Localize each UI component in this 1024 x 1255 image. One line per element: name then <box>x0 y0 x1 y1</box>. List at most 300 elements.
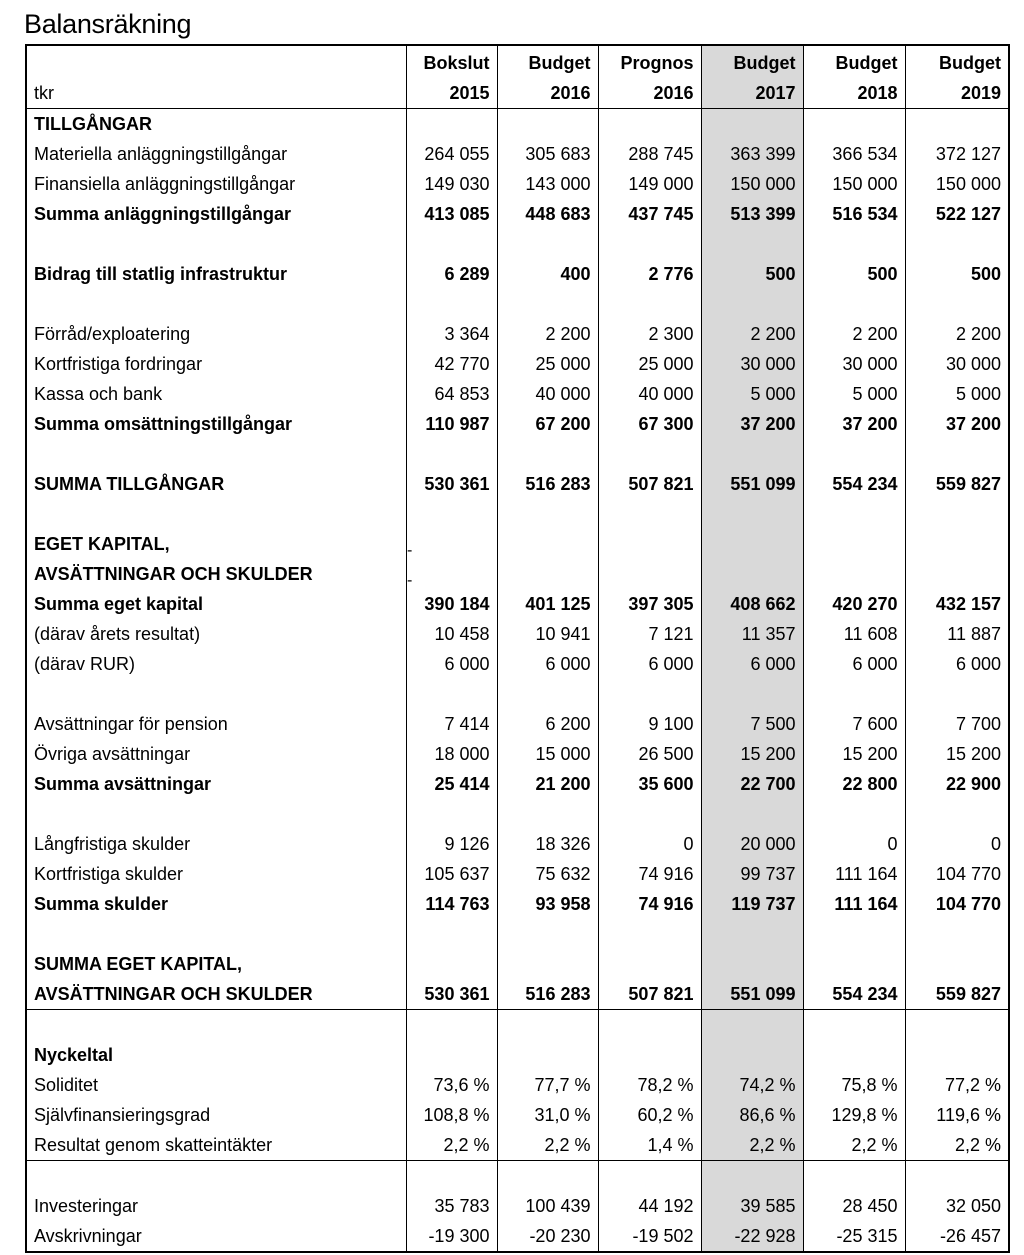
table-cell <box>701 499 803 529</box>
row-label: (därav RUR) <box>34 653 136 674</box>
table-cell <box>598 919 701 949</box>
table-row <box>26 469 1009 499</box>
table-cell: 149 030 <box>406 169 497 199</box>
table-cell: 5 000 <box>803 379 905 409</box>
table-cell: 516 534 <box>803 199 905 229</box>
table-cell: 31,0 % <box>497 1100 598 1130</box>
table-cell: 2 200 <box>803 319 905 349</box>
table-cell: 143 000 <box>497 169 598 199</box>
table-cell <box>803 289 905 319</box>
table-row <box>26 169 1009 199</box>
row-label: TILLGÅNGAR <box>34 113 152 134</box>
table-cell <box>803 1161 905 1192</box>
table-cell: 119,6 % <box>905 1100 1009 1130</box>
table-cell <box>701 289 803 319</box>
table-cell: 99 737 <box>701 859 803 889</box>
header-corner <box>26 45 406 78</box>
table-cell: 530 361 <box>406 979 497 1010</box>
table-cell: 20 000 <box>701 829 803 859</box>
table-cell: 0 <box>905 829 1009 859</box>
table-cell <box>905 439 1009 469</box>
table-cell <box>406 499 497 529</box>
table-cell: 42 770 <box>406 349 497 379</box>
table-row <box>26 1040 1009 1070</box>
table-row <box>26 1130 1009 1161</box>
table-cell <box>598 529 701 559</box>
table-cell <box>406 529 497 559</box>
table-cell <box>803 109 905 140</box>
table-cell: -26 457 <box>905 1221 1009 1252</box>
row-label: Självfinansieringsgrad <box>34 1104 211 1125</box>
column-header-type: Budget <box>803 45 905 78</box>
table-cell <box>406 679 497 709</box>
table-cell: 150 000 <box>803 169 905 199</box>
table-cell <box>701 529 803 559</box>
table-cell <box>598 559 701 589</box>
row-label <box>26 679 406 709</box>
table-cell <box>598 1010 701 1041</box>
column-header-year: 2017 <box>701 78 803 109</box>
table-cell <box>497 559 598 589</box>
table-cell: 7 500 <box>701 709 803 739</box>
table-cell: 60,2 % <box>598 1100 701 1130</box>
table-cell <box>406 949 497 979</box>
table-cell <box>905 1161 1009 1192</box>
table-cell: 0 <box>803 829 905 859</box>
table-cell: 2,2 % <box>803 1130 905 1161</box>
table-row <box>26 349 1009 379</box>
column-header-type: Budget <box>497 45 598 78</box>
row-label <box>26 919 406 949</box>
table-cell: 114 763 <box>406 889 497 919</box>
row-label <box>26 499 406 529</box>
column-header-year: 2018 <box>803 78 905 109</box>
table-cell: 78,2 % <box>598 1070 701 1100</box>
table-cell <box>803 529 905 559</box>
table-cell: 110 987 <box>406 409 497 439</box>
row-label: Nyckeltal <box>34 1044 114 1065</box>
table-cell <box>406 559 497 589</box>
table-cell: 432 157 <box>905 589 1009 619</box>
table-cell <box>701 439 803 469</box>
table-cell: 448 683 <box>497 199 598 229</box>
table-cell: 40 000 <box>497 379 598 409</box>
table-cell: 2 300 <box>598 319 701 349</box>
row-label: AVSÄTTNINGAR OCH SKULDER <box>34 563 313 584</box>
table-cell: 6 000 <box>803 649 905 679</box>
table-cell <box>497 949 598 979</box>
table-row <box>26 199 1009 229</box>
table-cell <box>701 799 803 829</box>
table-cell: 77,7 % <box>497 1070 598 1100</box>
table-row-spacer <box>26 1161 1009 1192</box>
table-cell <box>905 799 1009 829</box>
table-cell: 21 200 <box>497 769 598 799</box>
table-cell: 372 127 <box>905 139 1009 169</box>
table-row <box>26 589 1009 619</box>
header-row-bottom <box>26 78 1009 109</box>
table-row <box>26 649 1009 679</box>
table-cell: 67 300 <box>598 409 701 439</box>
table-row <box>26 1070 1009 1100</box>
table-cell: 40 000 <box>598 379 701 409</box>
table-cell: 22 800 <box>803 769 905 799</box>
table-cell <box>905 559 1009 589</box>
table-row <box>26 709 1009 739</box>
table-cell: 437 745 <box>598 199 701 229</box>
table-cell <box>701 679 803 709</box>
row-label: Summa anläggningstillgångar <box>34 203 292 224</box>
table-row-spacer <box>26 799 1009 829</box>
table-cell <box>406 799 497 829</box>
table-cell: 500 <box>701 259 803 289</box>
table-cell: -25 315 <box>803 1221 905 1252</box>
table-row <box>26 379 1009 409</box>
table-cell: -19 300 <box>406 1221 497 1252</box>
dash-mark: - <box>407 542 413 559</box>
table-cell: 25 000 <box>497 349 598 379</box>
table-cell: 7 700 <box>905 709 1009 739</box>
table-cell: 559 827 <box>905 469 1009 499</box>
row-label <box>26 289 406 319</box>
table-cell: 22 900 <box>905 769 1009 799</box>
table-cell <box>701 1161 803 1192</box>
table-cell <box>406 1010 497 1041</box>
table-cell <box>701 109 803 140</box>
balance-sheet-table-wrapper <box>25 44 1008 1251</box>
table-cell: 93 958 <box>497 889 598 919</box>
table-cell <box>803 1010 905 1041</box>
table-cell: 264 055 <box>406 139 497 169</box>
table-row-spacer <box>26 679 1009 709</box>
table-cell <box>497 919 598 949</box>
row-label: Summa eget kapital <box>34 593 204 614</box>
table-cell <box>803 919 905 949</box>
row-label: Investeringar <box>34 1195 139 1216</box>
table-cell: -22 928 <box>701 1221 803 1252</box>
table-cell: 9 126 <box>406 829 497 859</box>
table-cell: 149 000 <box>598 169 701 199</box>
table-cell: 75 632 <box>497 859 598 889</box>
table-cell: 108,8 % <box>406 1100 497 1130</box>
table-cell: 22 700 <box>701 769 803 799</box>
table-cell <box>497 679 598 709</box>
table-cell: 64 853 <box>406 379 497 409</box>
table-cell: 32 050 <box>905 1191 1009 1221</box>
table-cell <box>905 1040 1009 1070</box>
row-label: Summa avsättningar <box>34 773 212 794</box>
table-cell: 522 127 <box>905 199 1009 229</box>
table-cell <box>598 109 701 140</box>
row-label: Bidrag till statlig infrastruktur <box>34 263 288 284</box>
table-cell <box>598 1161 701 1192</box>
table-cell <box>905 919 1009 949</box>
table-cell <box>598 229 701 259</box>
table-cell: 28 450 <box>803 1191 905 1221</box>
table-cell: 1,4 % <box>598 1130 701 1161</box>
row-label <box>26 229 406 259</box>
row-label <box>26 799 406 829</box>
table-cell <box>701 1010 803 1041</box>
table-cell: 15 200 <box>905 739 1009 769</box>
table-cell: 390 184 <box>406 589 497 619</box>
table-cell <box>701 229 803 259</box>
table-cell: 30 000 <box>701 349 803 379</box>
row-label: Materiella anläggningstillgångar <box>34 143 288 164</box>
table-row <box>26 769 1009 799</box>
table-cell: 513 399 <box>701 199 803 229</box>
table-cell: 400 <box>497 259 598 289</box>
row-label: SUMMA TILLGÅNGAR <box>34 473 225 494</box>
table-cell: 2 776 <box>598 259 701 289</box>
table-cell <box>598 289 701 319</box>
table-cell: 420 270 <box>803 589 905 619</box>
row-label: Förråd/exploatering <box>34 323 191 344</box>
table-cell <box>406 109 497 140</box>
table-row <box>26 109 1009 140</box>
table-cell: 5 000 <box>905 379 1009 409</box>
table-row <box>26 1221 1009 1252</box>
table-cell <box>905 499 1009 529</box>
table-cell: 413 085 <box>406 199 497 229</box>
table-cell: 554 234 <box>803 469 905 499</box>
table-cell: -20 230 <box>497 1221 598 1252</box>
table-row-spacer <box>26 1010 1009 1041</box>
table-cell: 10 941 <box>497 619 598 649</box>
column-header-year: 2019 <box>905 78 1009 109</box>
table-cell <box>905 1010 1009 1041</box>
table-cell: 2 200 <box>905 319 1009 349</box>
table-cell: 37 200 <box>701 409 803 439</box>
table-cell <box>803 679 905 709</box>
table-cell: 26 500 <box>598 739 701 769</box>
column-header-year: 2016 <box>497 78 598 109</box>
table-cell <box>803 499 905 529</box>
table-cell: 44 192 <box>598 1191 701 1221</box>
table-cell: 6 000 <box>905 649 1009 679</box>
table-cell: 37 200 <box>803 409 905 439</box>
table-cell: 9 100 <box>598 709 701 739</box>
table-row-spacer <box>26 439 1009 469</box>
table-cell: 363 399 <box>701 139 803 169</box>
balance-sheet-table <box>25 44 1010 1253</box>
table-cell: 2,2 % <box>406 1130 497 1161</box>
table-cell <box>905 679 1009 709</box>
table-cell: 516 283 <box>497 469 598 499</box>
table-cell <box>905 289 1009 319</box>
row-label: AVSÄTTNINGAR OCH SKULDER <box>26 979 406 1010</box>
table-row <box>26 619 1009 649</box>
table-cell <box>497 799 598 829</box>
table-cell: 150 000 <box>701 169 803 199</box>
table-cell: 39 585 <box>701 1191 803 1221</box>
table-cell: 6 000 <box>598 649 701 679</box>
table-cell <box>497 1040 598 1070</box>
table-cell <box>497 529 598 559</box>
header-row-top <box>26 45 1009 78</box>
table-cell: 75,8 % <box>803 1070 905 1100</box>
table-cell: 74 916 <box>598 859 701 889</box>
row-label: Avskrivningar <box>34 1225 142 1246</box>
table-row <box>26 829 1009 859</box>
table-cell: 500 <box>905 259 1009 289</box>
table-row-spacer <box>26 289 1009 319</box>
table-cell: 30 000 <box>803 349 905 379</box>
table-cell: 86,6 % <box>701 1100 803 1130</box>
table-body <box>26 109 1009 1253</box>
table-cell: 15 000 <box>497 739 598 769</box>
table-row-spacer <box>26 499 1009 529</box>
table-cell: 111 164 <box>803 889 905 919</box>
table-cell: 11 357 <box>701 619 803 649</box>
table-cell <box>497 1010 598 1041</box>
table-cell <box>497 229 598 259</box>
table-cell <box>905 529 1009 559</box>
table-cell: 25 000 <box>598 349 701 379</box>
row-label: Avsättningar för pension <box>34 713 228 734</box>
table-cell <box>803 559 905 589</box>
table-cell: 18 000 <box>406 739 497 769</box>
table-row <box>26 409 1009 439</box>
table-cell: 10 458 <box>406 619 497 649</box>
table-cell: 2,2 % <box>497 1130 598 1161</box>
table-cell <box>803 1040 905 1070</box>
table-cell: 18 326 <box>497 829 598 859</box>
row-label: Övriga avsättningar <box>34 743 191 764</box>
table-cell: 0 <box>598 829 701 859</box>
table-cell: 6 000 <box>701 649 803 679</box>
row-label: Soliditet <box>34 1074 99 1095</box>
table-cell: 500 <box>803 259 905 289</box>
table-cell <box>406 439 497 469</box>
table-cell <box>598 1040 701 1070</box>
table-cell: 551 099 <box>701 979 803 1010</box>
table-cell: 100 439 <box>497 1191 598 1221</box>
row-label: Kortfristiga fordringar <box>34 353 203 374</box>
table-cell: 15 200 <box>803 739 905 769</box>
table-cell: 2,2 % <box>701 1130 803 1161</box>
table-cell: 35 783 <box>406 1191 497 1221</box>
table-cell <box>905 109 1009 140</box>
table-row <box>26 139 1009 169</box>
table-cell: 554 234 <box>803 979 905 1010</box>
table-row <box>26 949 1009 979</box>
table-cell <box>497 499 598 529</box>
row-label <box>26 439 406 469</box>
table-cell <box>803 229 905 259</box>
table-cell: 74 916 <box>598 889 701 919</box>
column-header-type: Bokslut <box>406 45 497 78</box>
table-cell: 11 608 <box>803 619 905 649</box>
table-cell <box>598 679 701 709</box>
row-label: Kassa och bank <box>34 383 163 404</box>
table-cell <box>406 1161 497 1192</box>
table-cell: 30 000 <box>905 349 1009 379</box>
table-cell <box>701 559 803 589</box>
table-cell: 288 745 <box>598 139 701 169</box>
table-cell: 74,2 % <box>701 1070 803 1100</box>
table-cell: 67 200 <box>497 409 598 439</box>
table-cell: 6 000 <box>497 649 598 679</box>
table-cell: 3 364 <box>406 319 497 349</box>
table-cell <box>803 439 905 469</box>
column-header-year: 2016 <box>598 78 701 109</box>
table-cell: 559 827 <box>905 979 1009 1010</box>
row-label: Finansiella anläggningstillgångar <box>34 173 296 194</box>
table-cell: 401 125 <box>497 589 598 619</box>
table-cell: -19 502 <box>598 1221 701 1252</box>
row-label: EGET KAPITAL, <box>34 533 170 554</box>
table-cell <box>497 109 598 140</box>
table-cell <box>701 919 803 949</box>
table-row <box>26 859 1009 889</box>
table-cell <box>701 1040 803 1070</box>
table-cell: 111 164 <box>803 859 905 889</box>
table-cell: 397 305 <box>598 589 701 619</box>
table-cell: 507 821 <box>598 979 701 1010</box>
row-label: Långfristiga skulder <box>34 833 191 854</box>
table-cell <box>406 1040 497 1070</box>
table-cell: 11 887 <box>905 619 1009 649</box>
table-row <box>26 979 1009 1010</box>
table-cell: 6 200 <box>497 709 598 739</box>
table-cell: 37 200 <box>905 409 1009 439</box>
table-cell: 104 770 <box>905 889 1009 919</box>
table-row-spacer <box>26 919 1009 949</box>
table-cell: 516 283 <box>497 979 598 1010</box>
table-cell: 5 000 <box>701 379 803 409</box>
row-label <box>26 1161 406 1192</box>
table-cell: 2 200 <box>497 319 598 349</box>
row-label: (därav årets resultat) <box>34 623 201 644</box>
table-cell: 366 534 <box>803 139 905 169</box>
table-cell: 2,2 % <box>905 1130 1009 1161</box>
table-cell: 35 600 <box>598 769 701 799</box>
table-cell: 104 770 <box>905 859 1009 889</box>
table-cell: 2 200 <box>701 319 803 349</box>
row-label: Summa skulder <box>34 893 169 914</box>
table-cell <box>905 949 1009 979</box>
table-cell <box>905 229 1009 259</box>
table-cell <box>598 799 701 829</box>
table-cell: 129,8 % <box>803 1100 905 1130</box>
table-row <box>26 529 1009 559</box>
table-cell: 408 662 <box>701 589 803 619</box>
column-header-type: Budget <box>701 45 803 78</box>
row-label <box>26 1010 406 1041</box>
table-cell <box>701 949 803 979</box>
table-cell: 25 414 <box>406 769 497 799</box>
column-header-type: Budget <box>905 45 1009 78</box>
table-cell: 7 600 <box>803 709 905 739</box>
table-cell: 507 821 <box>598 469 701 499</box>
table-cell <box>803 799 905 829</box>
row-label: Kortfristiga skulder <box>34 863 184 884</box>
page-title: Balansräkning <box>24 9 192 39</box>
table-row-spacer <box>26 229 1009 259</box>
table-cell <box>598 499 701 529</box>
table-cell <box>598 439 701 469</box>
table-row <box>26 1191 1009 1221</box>
table-cell: 105 637 <box>406 859 497 889</box>
table-row <box>26 1100 1009 1130</box>
table-row <box>26 889 1009 919</box>
table-cell <box>803 949 905 979</box>
unit-label: tkr <box>26 78 406 109</box>
column-header-type: Prognos <box>598 45 701 78</box>
table-cell: 73,6 % <box>406 1070 497 1100</box>
table-cell: 6 000 <box>406 649 497 679</box>
